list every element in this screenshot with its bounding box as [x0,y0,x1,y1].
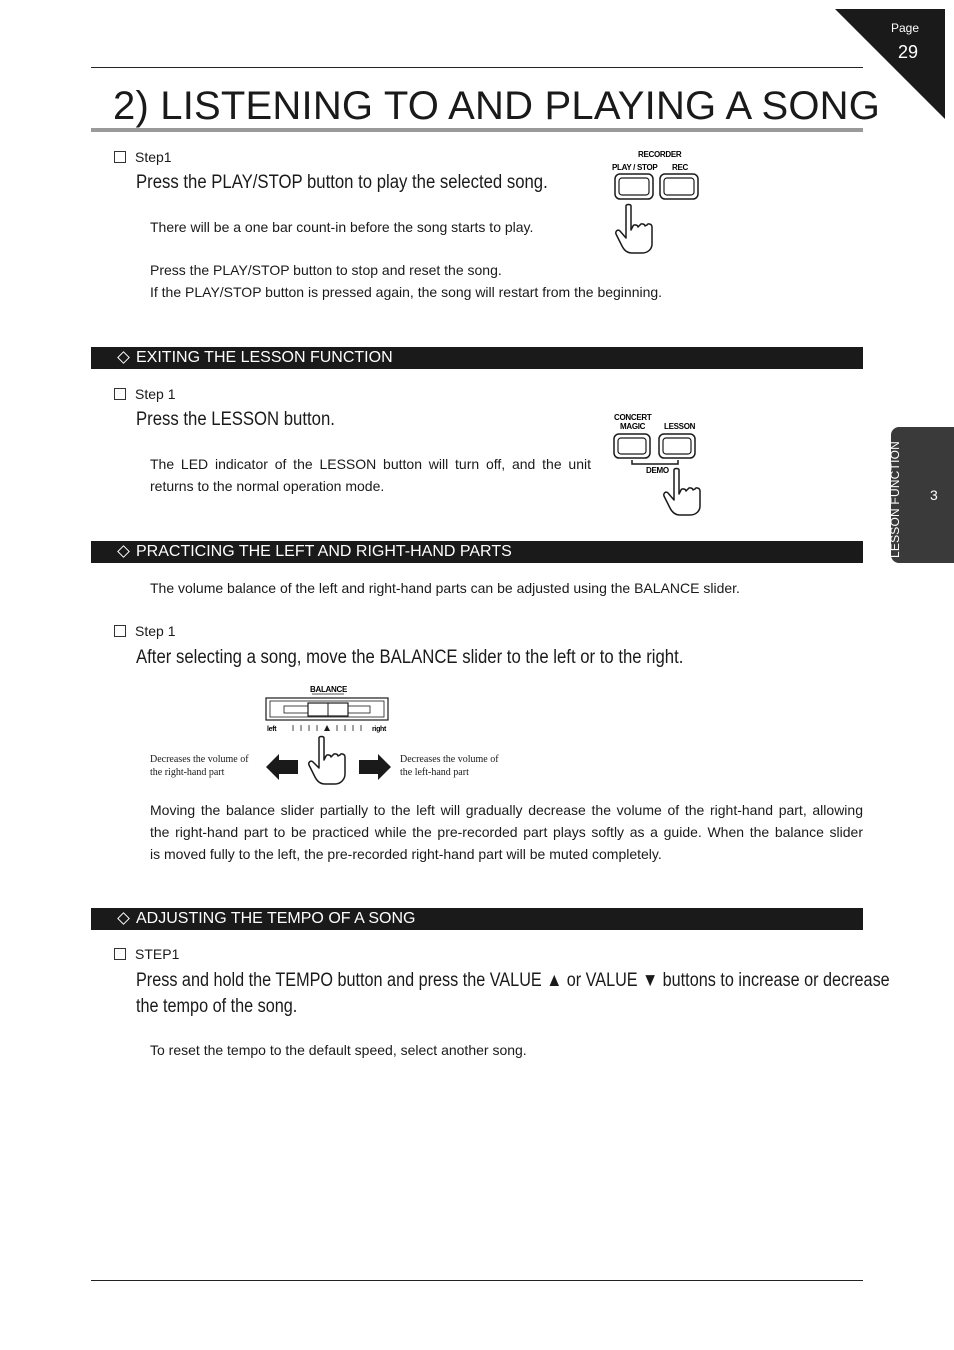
instruction: After selecting a song, move the BALANCE slider to the left or to the right. [136,647,684,668]
paragraph: If the PLAY/STOP button is pressed again, the song will restart from the beginning. [150,284,663,300]
lesson-label: LESSON [664,422,696,431]
left-label: left [267,726,277,733]
hand-pointer-icon [664,469,700,516]
paragraph: is moved fully to the left, the pre-recorded right-hand part will be muted completely. [150,846,662,862]
paragraph: the right-hand part to be practiced while the pre-recorded part plays softly as a guide. When the balance slider [150,824,863,840]
play-stop-label: PLAY / STOP [612,163,658,172]
checkbox-icon [114,948,126,960]
instruction: Press and hold the TEMPO button and press the VALUE ▲ or VALUE ▼ buttons to increase or decrease [136,970,890,991]
instruction: Press the PLAY/STOP button to play the selected song. [136,172,548,193]
paragraph: Moving the balance slider partially to the left will gradually decrease the volume of the right-hand part, allowing [150,802,863,818]
demo-label: DEMO [646,466,669,475]
page-title: 2) LISTENING TO AND PLAYING A SONG [113,84,881,128]
caption-right: Decreases the volume of the left-hand part [400,754,499,778]
recorder-label: RECORDER [638,150,682,159]
arrow-right-icon [359,754,391,780]
chapter-tab-number: 3 [930,487,938,503]
page-label: Page [891,21,920,35]
step-label: Step 1 [114,623,175,639]
hand-pointer-icon [616,205,652,254]
arrow-left-icon [266,754,298,780]
instruction: Press the LESSON button. [136,409,335,430]
section-heading-exit: EXITING THE LESSON FUNCTION [91,347,863,369]
hand-pointer-icon [309,737,345,785]
checkbox-icon [114,625,126,637]
rec-label: REC [672,163,688,172]
bottom-rule [91,1280,863,1281]
step-label: Step1 [114,149,172,165]
balance-label: BALANCE [310,685,348,694]
chapter-tab-label: LESSON FUNCTION [888,440,902,558]
page-number: 29 [898,42,919,62]
instruction: the tempo of the song. [136,996,298,1017]
concert-label: CONCERT [614,413,652,422]
caption-left: Decreases the volume of the right-hand part [150,754,249,778]
paragraph: The volume balance of the left and right-hand parts can be adjusted using the BALANCE slider. [150,580,740,596]
center-marker-icon [324,725,330,731]
paragraph: The LED indicator of the LESSON button will turn off, and the unit [150,456,591,472]
step-label: STEP1 [114,946,179,962]
lesson-buttons-figure [608,410,708,522]
paragraph: Press the PLAY/STOP button to stop and reset the song. [150,262,502,278]
top-rule [91,67,863,68]
title-underline [91,128,863,132]
checkbox-icon [114,388,126,400]
paragraph: returns to the normal operation mode. [150,478,385,494]
magic-label: MAGIC [620,422,646,431]
paragraph: There will be a one bar count-in before the song starts to play. [150,219,534,235]
section-heading-practice: PRACTICING THE LEFT AND RIGHT-HAND PARTS [91,541,863,563]
paragraph: To reset the tempo to the default speed, select another song. [150,1042,527,1058]
recorder-buttons-figure [606,148,706,258]
step-label: Step 1 [114,386,175,402]
right-label: right [372,726,387,733]
section-heading-tempo: ADJUSTING THE TEMPO OF A SONG [91,908,863,930]
checkbox-icon [114,151,126,163]
